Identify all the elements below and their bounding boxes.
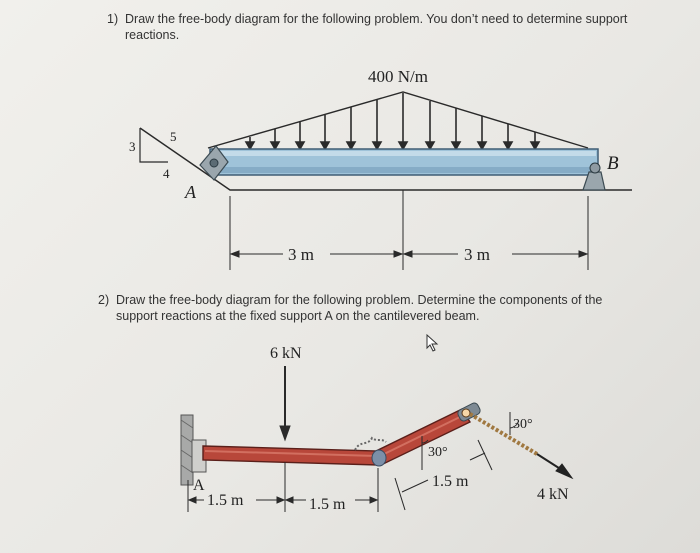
slope-4-label: 4 (163, 166, 170, 181)
point-load-label: 6 kN (270, 345, 302, 362)
dimension-left-label-2: 1.5 m (207, 492, 244, 509)
slope-3-label: 3 (129, 139, 136, 154)
rope-angle-label: 30° (513, 417, 533, 432)
dimension-left-label: 3 m (288, 245, 314, 264)
incline-angle-label: 30° (428, 445, 448, 460)
problem-1-line-2: reactions. (125, 28, 180, 42)
dimension-right-label: 3 m (464, 245, 490, 264)
slope-5-label: 5 (170, 129, 177, 144)
incline-dimension-label: 1.5 m (432, 473, 469, 490)
force-4kn-arrow (537, 454, 572, 478)
dimension-mid-label-2: 1.5 m (309, 496, 346, 513)
fixed-support-a-label: A (193, 477, 205, 494)
support-b-label: B (607, 153, 619, 174)
problem-1-line-1: Draw the free-body diagram for the following problem. You don’t need to determine support (125, 12, 628, 26)
mouse-cursor-icon (427, 335, 437, 351)
cantilever-beam-inclined (376, 409, 470, 465)
fixed-wall-support (181, 415, 206, 485)
problem-2-line-2: support reactions at the fixed support A on the cantilevered beam. (116, 309, 480, 323)
force-4kn-label: 4 kN (537, 486, 569, 503)
problem-2-number: 2) (98, 293, 110, 307)
problem-1-number: 1) (107, 12, 119, 26)
problem-2-line-1: Draw the free-body diagram for the following problem. Determine the components of the (116, 293, 603, 307)
distributed-load-label: 400 N/m (368, 67, 428, 86)
point-load-arrow (280, 366, 290, 440)
support-a-label: A (185, 182, 196, 202)
